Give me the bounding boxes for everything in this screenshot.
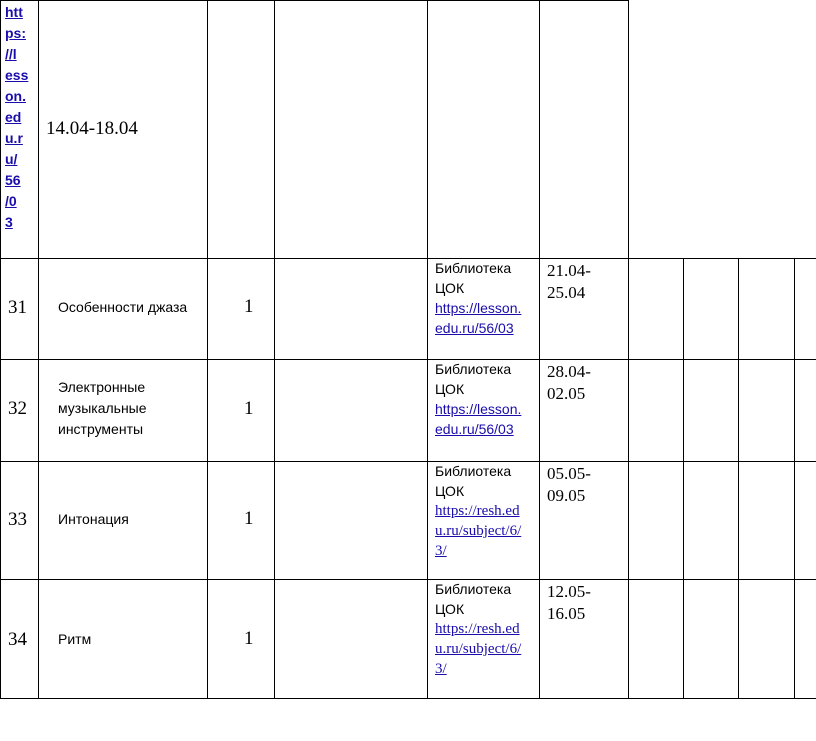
table-border: [628, 0, 629, 258]
table-border: [628, 258, 629, 699]
table-border: [794, 258, 795, 699]
resource-cell: Библиотека ЦОК https://lesson. edu.ru/56/03: [435, 260, 522, 336]
link-fragment: u.r: [5, 130, 23, 146]
date-range: 21.04- 25.04: [547, 261, 591, 302]
lesson-hours: 1: [244, 398, 254, 419]
date-range: 12.05- 16.05: [547, 582, 591, 623]
table-border: [0, 579, 816, 580]
lesson-number: 31: [8, 297, 27, 318]
table-border: [539, 0, 540, 258]
table-border: [38, 0, 39, 258]
resource-link[interactable]: https://resh.ed u.ru/subject/6/ 3/: [435, 621, 522, 677]
resource-link[interactable]: https://resh.ed u.ru/subject/6/ 3/: [435, 503, 522, 559]
link-fragment: ed: [5, 109, 22, 125]
lesson-hours: 1: [244, 296, 254, 317]
table-border: [0, 258, 816, 259]
resource-link[interactable]: https://lesson. edu.ru/56/03: [435, 401, 522, 437]
table-border: [0, 0, 1, 258]
table-border: [539, 258, 540, 699]
table-border: [0, 698, 816, 699]
lesson-hours: 1: [244, 628, 254, 649]
table-border: [0, 258, 1, 699]
link-fragment: htt: [5, 4, 23, 20]
resource-link[interactable]: [5, 2, 28, 233]
resource-cell: Библиотека ЦОК https://lesson. edu.ru/56/03: [435, 361, 522, 437]
table-border: [38, 258, 39, 699]
table-border: [207, 0, 208, 258]
table-border: [0, 461, 816, 462]
lesson-number: 32: [8, 398, 27, 419]
resource-cell: Библиотека ЦОК https://resh.ed u.ru/subject/6/ 3/: [435, 463, 522, 559]
link-fragment: //l: [5, 46, 17, 62]
link-fragment: ps:: [5, 25, 26, 41]
table-border: [207, 258, 208, 699]
link-fragment: on.: [5, 88, 26, 104]
table-border: [274, 0, 275, 258]
link-fragment: /0: [5, 193, 17, 209]
date-range: 14.04-18.04: [46, 118, 138, 139]
lesson-hours: 1: [244, 508, 254, 529]
lesson-topic: Электронные музыкальные инструменты: [58, 379, 147, 437]
table-border: [0, 359, 816, 360]
resource-cell: Библиотека ЦОК https://resh.ed u.ru/subject/6/ 3/: [435, 581, 522, 677]
table-border: [738, 258, 739, 699]
lesson-number: 33: [8, 509, 27, 530]
table-border: [274, 258, 275, 699]
link-fragment: 3: [5, 214, 13, 230]
lesson-topic: Особенности джаза: [58, 299, 188, 315]
link-fragment: ess: [5, 67, 29, 83]
date-range: 28.04- 02.05: [547, 362, 591, 403]
date-range: 05.05- 09.05: [547, 464, 591, 505]
link-fragment: 56: [5, 172, 21, 188]
lesson-number: 34: [8, 629, 27, 650]
lesson-topic: Интонация: [58, 511, 129, 527]
table-border: [0, 0, 629, 1]
table-border: [427, 0, 428, 258]
link-fragment: u/: [5, 151, 18, 167]
table-border: [683, 258, 684, 699]
lesson-topic: Ритм: [58, 631, 92, 647]
table-border: [427, 258, 428, 699]
resource-link[interactable]: https://lesson. edu.ru/56/03: [435, 300, 522, 336]
